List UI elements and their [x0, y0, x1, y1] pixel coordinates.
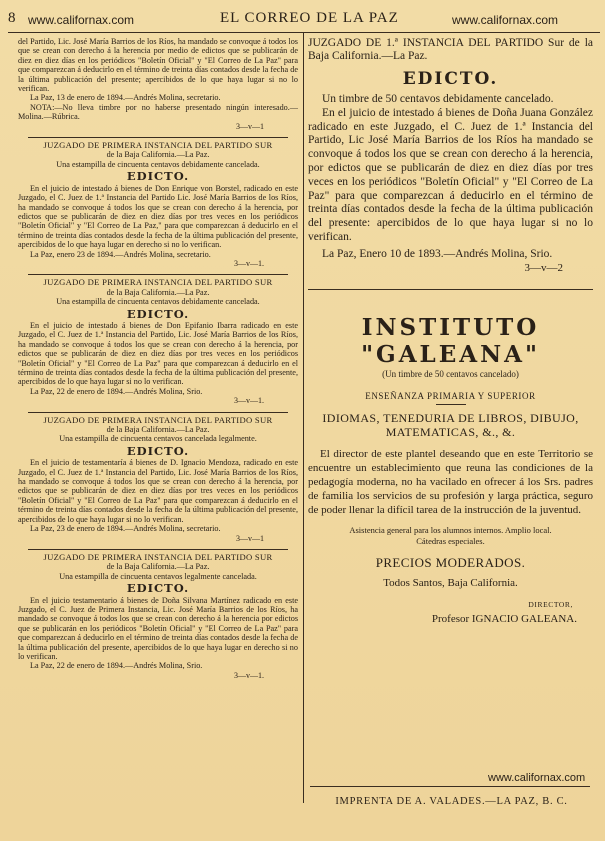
notice-stamp-note: Una estampilla de cincuenta centavos legalmente cancelada.: [59, 571, 257, 581]
newspaper-title: EL CORREO DE LA PAZ: [220, 10, 399, 26]
short-rule: [436, 404, 466, 405]
notice-date: La Paz, 22 de enero de 1894.—Andrés Molina, Srio.: [30, 661, 203, 671]
watermark-url-bottom: www.californax.com: [488, 772, 586, 784]
notice-signature: 3—v—1.: [234, 258, 264, 268]
intro-date: La Paz, 13 de enero de 1894.—Andrés Molina, secretario.: [30, 93, 221, 103]
notice-court-heading: JUZGADO DE PRIMERA INSTANCIA DEL PARTIDO SUR: [43, 277, 273, 288]
imprenta-footer: IMPRENTA DE A. VALADES.—LA PAZ, B. C.: [335, 796, 568, 807]
notice-4: [18, 553, 298, 680]
watermark-url-right: www.californax.com: [452, 13, 559, 27]
notice-court-location: de la Baja California.—La Paz.: [106, 562, 210, 572]
notice-body: En el juicio testamentario á bienes de Doña Silvana Martínez radicado en este Juzgado, el C. Juez de Primera Instancia, Lic. José María Barrios de los Ríos, ha mandado se convoque á todos los que se crean con derecho á la herencia por edictos que se publicarán en los periódicos "Boletín Oficial" y "El Correo de La Paz" para que comparezcan á deducirlo en el término de treinta días contados desde la fecha de la última publicación del presente, apercibidos de lo que haya lugar en derecho si no lo verifican.: [18, 595, 298, 661]
notice-signature: 3—v—1: [236, 533, 264, 543]
notice-body: En el juicio de testamentaría á bienes de D. Ignacio Mendoza, radicado en este Juzgado, el C. Juez de 1.ª Instancia del Partido, Lic. José María Barrios de los Ríos, ha mandado se convoque á todos los que se crean con derecho á la herencia, por edictos que se publicarán de diez en diez días por tres veces en los periódicos "Boletín Oficial" y "El Correo de La Paz" para que comparezcan á deducirlo en el término de treinta días contados desde la fecha de la última publicación del presente, apercibidos de lo que haya lugar si no lo verifican.: [18, 458, 298, 524]
notice-3: [18, 416, 298, 543]
page-header: [0, 0, 605, 30]
notice-court-heading: JUZGADO DE PRIMERA INSTANCIA DEL PARTIDO SUR: [43, 140, 273, 151]
right-notice-signature: 3—v—2: [524, 261, 563, 274]
notice-signature: 3—v—1.: [234, 670, 264, 680]
page-number: 8: [8, 10, 16, 26]
watermark-url-left: www.californax.com: [28, 13, 135, 27]
notice-signature: 3—v—1.: [234, 396, 264, 406]
right-column: [308, 37, 593, 625]
director-name: Profesor IGNACIO GALEANA.: [431, 612, 577, 625]
intro-note: NOTA:—No lleva timbre por no haberse presentado ningún interesado.—Molina.—Rúbrica.: [18, 102, 298, 122]
notice-1: [18, 141, 298, 268]
section-divider: [308, 289, 593, 290]
notice-stamp-note: Una estampilla de cincuenta centavos debidamente cancelada.: [56, 159, 260, 169]
right-stamp-note: Un timbre de 50 centavos debidamente cancelado.: [322, 93, 554, 105]
notice-date: La Paz, enero 23 de 1894.—Andrés Molina, secretario.: [30, 249, 211, 259]
section-divider: [28, 549, 288, 550]
right-court-heading: JUZGADO DE 1.ª INSTANCIA DEL PARTIDO Sur de la Baja California.—La Paz.: [308, 37, 593, 62]
notice-edicto-title: EDICTO.: [126, 443, 190, 458]
instituto-ad: [308, 314, 593, 625]
left-column: [18, 37, 298, 680]
notice-edicto-title: EDICTO.: [126, 306, 190, 321]
notice-stamp-note: Una estampilla de cincuenta centavos cancelada legalmente.: [59, 434, 257, 444]
instituto-subjects: IDIOMAS, TENEDURIA DE LIBROS, DIBUJO, MATEMATICAS, &., &.: [322, 410, 579, 439]
instituto-precios: PRECIOS MODERADOS.: [375, 554, 526, 570]
column-divider: [303, 33, 304, 803]
header-rule: [8, 32, 600, 33]
right-edicto-title: EDICTO.: [402, 69, 499, 89]
instituto-title: INSTITUTO "GALEANA": [361, 313, 540, 368]
right-notice-date: La Paz, Enero 10 de 1893.—Andrés Molina, Srio.: [322, 247, 553, 260]
instituto-location: Todos Santos, Baja California.: [383, 576, 518, 589]
section-divider: [28, 274, 288, 275]
notice-court-location: de la Baja California.—La Paz.: [106, 425, 210, 435]
instituto-body: El director de este plantel deseando que en este Territorio se encuentre un establecimiento que reuna las condiciones de la pedagogía moderna, no ha vacilado en ofrecer á los Srs. padres de familia los servicios de su profesión y larga práctica, seguro de poder llenar la difícil tarea de la instrucción de la juventud.: [308, 447, 593, 516]
footer-rule: [310, 786, 590, 787]
instituto-stamp-note: (Un timbre de 50 centavos cancelado): [382, 368, 519, 379]
notice-stamp-note: Una estampilla de cincuenta centavos debidamente cancelada.: [56, 297, 260, 307]
director-label: DIRECTOR,: [528, 599, 573, 609]
notice-date: La Paz, 22 de enero de 1894.—Andrés Molina, Srio.: [30, 386, 203, 396]
right-notice-body: En el juicio de intestado á bienes de Doña Juana González radicado en este Juzgado, el C. Juez de 1.ª Instancia del Partido, Lic José María Barrios de los Ríos ha mandado se convoque á todos los que se crean con derecho á la herencia, por edictos que se publicarán de diez en diez días por tres veces en los periódicos "Boletín Oficial" y "El Correo de La Paz" para que comparezcan á deducirlo en el término de treinta días contados desde la fecha de la última publicación del presente: apercibidos de lo que haya lugar si no lo verifican.: [308, 106, 593, 243]
notice-court-heading: JUZGADO DE PRIMERA INSTANCIA DEL PARTIDO SUR: [43, 551, 273, 562]
notice-2: [18, 278, 298, 405]
notice-date: La Paz, 23 de enero de 1894.—Andrés Molina, secretario.: [30, 524, 221, 534]
notice-body: En el juicio de intestado á bienes de Don Epifanio Ibarra radicado en este Juzgado, el C. Juez de 1.ª Instancia del Partido, Lic. José María Barrios de los Ríos, ha mandado se convoque á todos los que se crean con derecho á la herencia, por edictos que se publicarán de diez en diez días por tres veces en los periódicos "Boletín Oficial" y "El Correo de La Paz" para que comparezcan á deducirlo en el término de treinta días contados desde la fecha de la última publicación del presente, apercibidos de lo que haya lugar si no lo verifican.: [18, 320, 298, 387]
notice-edicto-title: EDICTO.: [126, 169, 190, 184]
notice-court-location: de la Baja California.—La Paz.: [106, 287, 210, 297]
intro-paragraph: del Partido, Lic. José María Barrios de los Ríos, ha mandado se convoque á todos los que se crean con derecho á la herencia por medio de edictos que se publicarán de diez en diez días en los periódicos "Boletín Oficial" y "El Correo de La Paz" para que comparezcan á deducirlo en el término de treinta días contados desde la fecha de la última publicación del presente; apercibidos de lo que haya lugar si no lo verifican.: [18, 37, 298, 94]
notice-body: En el juicio de intestado á bienes de Don Enrique von Borstel, radicado en este Juzgado, el C. Juez de 1.ª Instancia del Partido Lic. José María Barrios de los Ríos, ha mandado se convoque á todos los que se crean con derecho á la herencia, por edictos que se publicarán de diez en diez días por tres veces en los periódicos "Boletín Oficial" y "El Correo de La Paz," para que comparezcan á deducirlo en el término de treinta días contados desde la fecha de la última publicación del presente, apercibidos de lo que haya lugar en derecho si no lo verifican.: [18, 183, 298, 250]
notice-court-heading: JUZGADO DE PRIMERA INSTANCIA DEL PARTIDO SUR: [43, 414, 273, 425]
section-divider: [28, 137, 288, 138]
right-notice: [308, 37, 593, 275]
section-divider: [28, 412, 288, 413]
intro-signature: 3—v—1: [236, 121, 264, 131]
notice-court-location: de la Baja California.—La Paz.: [106, 150, 210, 160]
instituto-catedras: Cátedras especiales.: [416, 535, 485, 546]
instituto-asistencia: Asistencia general para los alumnos internos. Amplio local.: [349, 524, 552, 535]
instituto-ensenanza: ENSEÑANZA PRIMARIA Y SUPERIOR: [365, 390, 536, 401]
notice-edicto-title: EDICTO.: [126, 581, 190, 596]
